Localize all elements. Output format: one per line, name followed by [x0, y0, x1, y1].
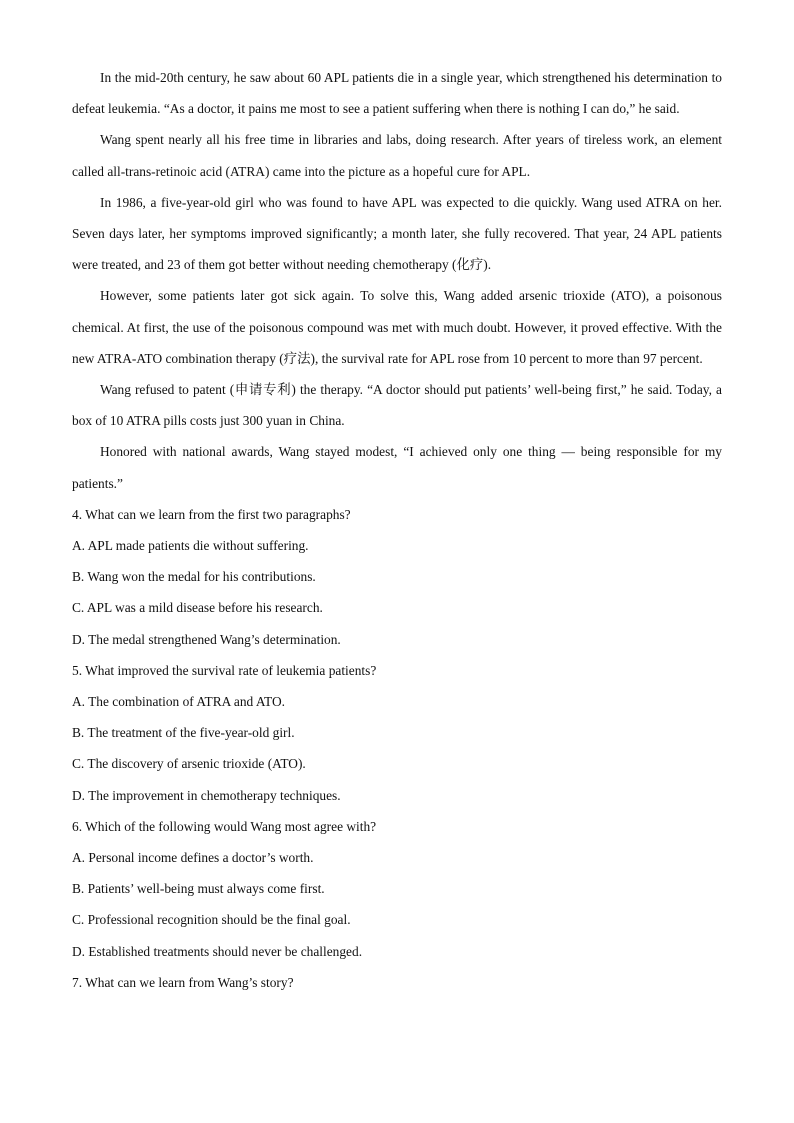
passage-paragraph-4: However, some patients later got sick again. To solve this, Wang added arsenic trioxide (ATO), a poisonous chemical. At first, the use of the poisonous compound was met with much doubt. However, it proved effective. With the new ATRA-ATO combination therapy (疗法), the survival rate for APL rose from 10 percent to more than 97 percent.	[72, 288, 722, 366]
passage-paragraph-6: Honored with national awards, Wang stayed modest, “I achieved only one thing — being responsible for my patients.”	[72, 444, 722, 491]
reading-passage	[72, 62, 722, 499]
question-5-option-b: B. The treatment of the five-year-old girl.	[72, 725, 295, 741]
question-5-option-d: D. The improvement in chemotherapy techniques.	[72, 787, 341, 803]
question-6-option-a: A. Personal income defines a doctor’s worth.	[72, 850, 314, 866]
question-stem-7: 7. What can we learn from Wang’s story?	[72, 974, 294, 990]
question-stem-5: 5. What improved the survival rate of leukemia patients?	[72, 662, 377, 678]
question-4-option-a: A. APL made patients die without suffering.	[72, 538, 309, 554]
question-block-5	[72, 655, 722, 811]
passage-paragraph-1: In the mid-20th century, he saw about 60 APL patients die in a single year, which strengthened his determination to defeat leukemia. “As a doctor, it pains me most to see a patient suffering when there is nothing I can do,” he said.	[72, 70, 722, 117]
question-block-4	[72, 499, 722, 655]
question-4-option-d: D. The medal strengthened Wang’s determination.	[72, 631, 341, 647]
question-6-option-c: C. Professional recognition should be the final goal.	[72, 912, 351, 928]
document-page	[72, 62, 722, 998]
question-5-option-c: C. The discovery of arsenic trioxide (ATO).	[72, 756, 306, 772]
question-6-option-b: B. Patients’ well-being must always come first.	[72, 881, 325, 897]
question-stem-4: 4. What can we learn from the first two paragraphs?	[72, 506, 351, 522]
question-4-option-b: B. Wang won the medal for his contributions.	[72, 569, 316, 585]
passage-paragraph-3: In 1986, a five-year-old girl who was found to have APL was expected to die quickly. Wang used ATRA on her. Seven days later, her symptoms improved significantly; a month later, she fully recovered. That year, 24 APL patients were treated, and 23 of them got better without needing chemotherapy (化疗).	[72, 194, 722, 273]
passage-paragraph-5: Wang refused to patent (申请专利) the therapy. “A doctor should put patients’ well-being first,” he said. Today, a box of 10 ATRA pills costs just 300 yuan in China.	[72, 382, 722, 429]
question-5-option-a: A. The combination of ATRA and ATO.	[72, 694, 285, 710]
question-block-6	[72, 811, 722, 967]
question-4-option-c: C. APL was a mild disease before his research.	[72, 600, 323, 616]
question-block-7	[72, 967, 722, 998]
question-6-option-d: D. Established treatments should never be challenged.	[72, 943, 363, 959]
passage-paragraph-2: Wang spent nearly all his free time in libraries and labs, doing research. After years of tireless work, an element called all-trans-retinoic acid (ATRA) came into the picture as a hopeful cure for APL.	[72, 132, 722, 179]
question-stem-6: 6. Which of the following would Wang most agree with?	[72, 818, 377, 834]
